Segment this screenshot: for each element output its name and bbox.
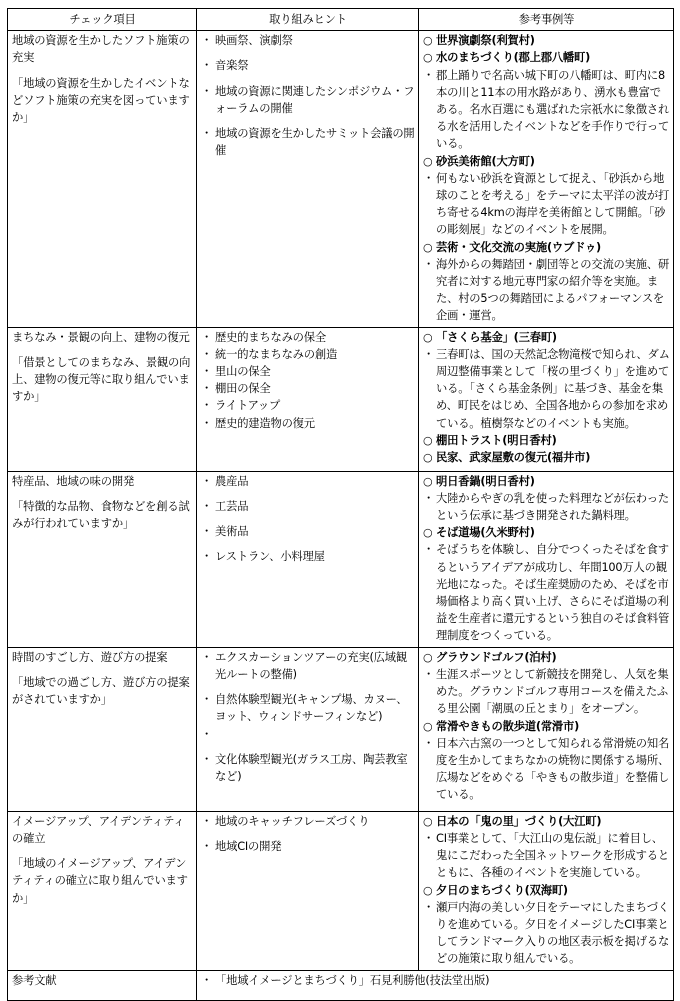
example-description: CI事業として、「大江山の鬼伝説」に着目し、鬼にこだわった全国ネットワークを形成するとともに、各種のイベントを実施している。: [436, 831, 669, 880]
hint-text: 映画祭、演劇祭: [215, 34, 293, 48]
example-description: 何もない砂浜を資源として捉え、「砂浜から地球のことを考える」をテーマに太平洋の波が打ち寄せる4kmの海岸を美術館として開館。「砂の彫刻展」などのイベントを展開。: [436, 171, 670, 237]
hint-item: [201, 691, 415, 725]
reference-label: 参考文献: [8, 970, 197, 1000]
hint-text: 棚田の保全: [215, 382, 271, 396]
hint-item: [201, 838, 415, 855]
example-description: 海外からの舞踏団・劇団等との交流の実施、研究者に対する地元専門家の紹介等を実施。また、村の5つの舞踏団によるパフォーマンスを企画・運営。: [436, 257, 670, 323]
check-item-question: 「地域のイメージアップ、アイデンティティの確立に取り組んでいますか」: [12, 857, 188, 905]
hint-text: 統一的なまちなみの創造: [215, 347, 338, 361]
example-title-item: [423, 718, 670, 735]
example-description: 郡上踊りで名高い城下町の八幡町は、町内に8本の川と11本の用水路があり、湧水も豊富である。名水百選にも選ばれた宗祇水に象徴される水を活用したイベントなどを手作りで行っている。: [436, 68, 670, 151]
hint-item: [201, 813, 415, 830]
circle-marker: ○: [423, 719, 433, 733]
bullet-marker: ・: [423, 68, 435, 82]
spacer: [201, 683, 415, 691]
bullet-marker: ・: [201, 973, 213, 987]
bullet-marker: ・: [201, 59, 213, 73]
hint-text: レストラン、小料理屋: [215, 550, 325, 564]
hint-item: [201, 498, 415, 515]
header-check-item: チェック項目: [8, 9, 197, 31]
bullet-marker: ・: [201, 127, 213, 141]
table-row: [8, 327, 674, 471]
hint-text: ライトアップ: [215, 399, 281, 413]
example-desc-item: [423, 346, 670, 432]
hints-cell: [197, 647, 419, 811]
header-examples: 参考事例等: [419, 9, 674, 31]
example-title: 夕日のまちづくり(双海町): [436, 883, 568, 897]
bullet-marker: ・: [201, 347, 213, 361]
check-item-question: 「借景としてのまちなみ、景観の向上、建物の復元等に取り組んでいますか」: [12, 355, 191, 404]
header-hints: 取り組みヒント: [197, 9, 419, 31]
example-title-item: [423, 524, 670, 541]
hint-text: 地域のキャッチフレーズづくり: [215, 814, 370, 828]
bullet-marker: ・: [201, 839, 213, 853]
hint-text: [215, 726, 415, 743]
hint-text: 地域の資源に関連したシンポジウム・フォーラムの開催: [215, 84, 415, 115]
check-item-cell: [8, 327, 197, 471]
table-row: [8, 31, 674, 327]
hint-text: 音楽祭: [215, 59, 249, 73]
bullet-marker: ・: [423, 831, 435, 845]
hint-item: [201, 83, 415, 117]
example-description: 大陸からやぎの乳を使った料理などが伝わったという伝承に基づき開発された鍋料理。: [436, 491, 669, 523]
examples-cell: [419, 471, 674, 647]
example-description: 生涯スポーツとして新競技を開発し、人気を集めた。グラウンドゴルフ専用コースを備えたふる里公園「潮風の丘とまり」をオープン。: [436, 667, 669, 716]
example-desc-item: [423, 490, 670, 524]
hint-item: [201, 32, 415, 49]
bullet-marker: ・: [201, 814, 213, 828]
spacer: [201, 830, 415, 838]
examples-cell: [419, 31, 674, 327]
example-title: 世界演劇祭(利賀村): [436, 34, 535, 48]
example-title: グラウンドゴルフ(泊村): [436, 650, 557, 664]
bullet-marker: ・: [201, 650, 213, 664]
bullet-marker: ・: [201, 84, 213, 98]
hint-item: [201, 415, 415, 432]
circle-marker: ○: [423, 883, 433, 897]
bullet-marker: ・: [201, 416, 213, 430]
hint-item: [201, 726, 415, 743]
check-item-title: イメージアップ、アイデンティティの確立: [12, 814, 185, 845]
circle-marker: ○: [423, 451, 433, 465]
hint-item: [201, 57, 415, 74]
bullet-marker: ・: [423, 257, 435, 271]
circle-marker: ○: [423, 240, 433, 254]
spacer: [201, 117, 415, 125]
check-item-title: まちなみ・景観の向上、建物の復元: [12, 330, 190, 344]
circle-marker: ○: [423, 34, 433, 48]
example-title-item: [423, 32, 670, 49]
reference-text: 「地域イメージとまちづくり」石見利勝他(技法堂出版): [215, 973, 490, 987]
examples-cell: [419, 811, 674, 970]
bullet-marker: ・: [201, 693, 213, 707]
example-description: 三春町は、国の天然記念物滝桜で知られ、ダム周辺整備事業として「桜の里づくり」を進めている。「さくら基金条例」に基づき、基金を集め、町民をはじめ、全国各地からの参加を求めている。植樹祭などのイベントも実施。: [436, 347, 670, 430]
hints-cell: [197, 327, 419, 471]
bullet-marker: ・: [201, 727, 213, 741]
hint-item: [201, 473, 415, 490]
circle-marker: ○: [423, 51, 433, 65]
hints-cell: [197, 471, 419, 647]
hint-item: [201, 649, 415, 683]
example-title: 「さくら基金」(三春町): [436, 330, 557, 344]
hint-text: 工芸品: [215, 499, 249, 513]
bullet-marker: ・: [423, 900, 435, 914]
table-row: [8, 811, 674, 970]
bullet-marker: ・: [423, 171, 435, 185]
example-title: 棚田トラスト(明日香村): [436, 433, 557, 447]
reference-row: [8, 970, 674, 1000]
example-desc-item: [423, 899, 670, 968]
check-item-question: 「特徴的な品物、食物などを創る試みが行われていますか」: [12, 499, 190, 531]
table-body: [8, 31, 674, 970]
example-desc-item: [423, 67, 670, 153]
spacer: [201, 49, 415, 57]
check-item-title: 時間のすごし方、遊び方の提案: [12, 650, 168, 664]
hints-cell: [197, 31, 419, 327]
table-row: [8, 471, 674, 647]
example-title-item: [423, 813, 670, 830]
circle-marker: ○: [423, 330, 433, 344]
example-title-item: [423, 239, 670, 256]
example-desc-item: [423, 170, 670, 239]
example-title-item: [423, 473, 670, 490]
hints-cell: [197, 811, 419, 970]
check-item-cell: [8, 31, 197, 327]
hint-text: 地域CIの開発: [215, 839, 282, 853]
circle-marker: ○: [423, 433, 433, 447]
check-item-title: 特産品、地域の味の開発: [12, 474, 135, 488]
example-desc-item: [423, 666, 670, 718]
check-item-title: 地域の資源を生かしたソフト施策の充実: [12, 34, 190, 65]
bullet-marker: ・: [201, 330, 213, 344]
spacer: [201, 515, 415, 523]
check-item-question: 「地域の資源を生かしたイベントなどソフト施策の充実を図っていますか」: [12, 76, 190, 125]
hint-text: 歴史的まちなみの保全: [215, 330, 326, 344]
examples-cell: [419, 647, 674, 811]
reference-item: [201, 972, 670, 989]
example-title-item: [423, 49, 670, 66]
example-title-item: [423, 882, 670, 899]
bullet-marker: ・: [201, 382, 213, 396]
check-item-cell: [8, 471, 197, 647]
circle-marker: ○: [423, 650, 433, 664]
hint-text: 文化体験型観光(ガラス工房、陶芸教室など): [215, 752, 408, 783]
hint-text: 自然体験型観光(キャンプ場、カヌー、ヨット、ウィンドサーフィンなど): [215, 693, 408, 724]
hint-item: [201, 329, 415, 346]
example-title: 民家、武家屋敷の復元(福井市): [436, 451, 591, 465]
checklist-table: [7, 8, 674, 1001]
hint-item: [201, 380, 415, 397]
examples-cell: [419, 327, 674, 471]
bullet-marker: ・: [201, 752, 213, 766]
hint-item: [201, 548, 415, 565]
example-desc-item: [423, 830, 670, 882]
hint-item: [201, 751, 415, 785]
header-row: [8, 9, 674, 31]
bullet-marker: ・: [201, 34, 213, 48]
hint-item: [201, 397, 415, 414]
example-description: 日本六古窯の一つとして知られる常滑焼の知名度を生かしてまちなかの焼物に関係する場所、広場などをめぐる「やきもの散歩道」を整備している。: [436, 736, 670, 802]
example-title-item: [423, 649, 670, 666]
bullet-marker: ・: [201, 499, 213, 513]
example-title: 芸術・文化交流の実施(ウブドゥ): [436, 240, 602, 254]
hint-item: [201, 125, 415, 159]
hint-item: [201, 523, 415, 540]
check-item-cell: [8, 647, 197, 811]
bullet-marker: ・: [423, 491, 435, 505]
example-description: 瀬戸内海の美しい夕日をテーマにしたまちづくりを進めている。夕日をイメージしたCI事業としてランドマーク入りの地区表示板を掲げるなどの施策に取り組んでいる。: [436, 900, 670, 966]
spacer: [201, 490, 415, 498]
example-desc-item: [423, 735, 670, 804]
bullet-marker: ・: [201, 399, 213, 413]
circle-marker: ○: [423, 814, 433, 828]
hint-text: エクスカーションツアーの充実(広域観光ルートの整備): [215, 650, 407, 681]
circle-marker: ○: [423, 526, 433, 540]
spacer: [201, 743, 415, 751]
bullet-marker: ・: [423, 347, 435, 361]
example-desc-item: [423, 541, 670, 644]
circle-marker: ○: [423, 154, 433, 168]
example-title: 明日香鍋(明日香村): [436, 474, 535, 488]
example-title-item: [423, 329, 670, 346]
example-title-item: [423, 153, 670, 170]
bullet-marker: ・: [201, 550, 213, 564]
table-row: [8, 647, 674, 811]
circle-marker: ○: [423, 474, 433, 488]
reference-cell: [197, 970, 674, 1000]
example-title: 砂浜美術館(大方町): [436, 154, 535, 168]
example-title: 水のまちづくり(郡上郡八幡町): [436, 51, 591, 65]
spacer: [201, 540, 415, 548]
hint-text: 歴史的建造物の復元: [215, 416, 315, 430]
example-title: 常滑やきもの散歩道(常滑市): [436, 719, 580, 733]
hint-item: [201, 346, 415, 363]
hint-text: 里山の保全: [215, 365, 271, 379]
example-title: そば道場(久米野村): [436, 526, 535, 540]
bullet-marker: ・: [423, 736, 435, 750]
check-item-question: 「地域での過ごし方、遊び方の提案がされていますか」: [12, 675, 190, 707]
bullet-marker: ・: [201, 365, 213, 379]
bullet-marker: ・: [423, 543, 435, 557]
bullet-marker: ・: [201, 525, 213, 539]
spacer: [201, 75, 415, 83]
hint-text: 地域の資源を生かしたサミット会議の開催: [215, 127, 415, 158]
example-title: 日本の「鬼の里」づくり(大江町): [436, 814, 602, 828]
bullet-marker: ・: [201, 474, 213, 488]
hint-text: 美術品: [215, 525, 249, 539]
example-title-item: [423, 432, 670, 449]
bullet-marker: ・: [423, 667, 435, 681]
hint-text: 農産品: [215, 474, 249, 488]
check-item-cell: [8, 811, 197, 970]
example-description: そばうちを体験し、自分でつくったそばを食するというアイデアが成功し、年間100万人の観光地になった。そば生産奨励のため、そばを市場価格より高く買い上げ、さらにそば道場の利益を生産者に還元するという独自のそば食料管理制度をつくっている。: [436, 543, 670, 643]
hint-item: [201, 363, 415, 380]
example-title-item: [423, 449, 670, 466]
example-desc-item: [423, 256, 670, 325]
